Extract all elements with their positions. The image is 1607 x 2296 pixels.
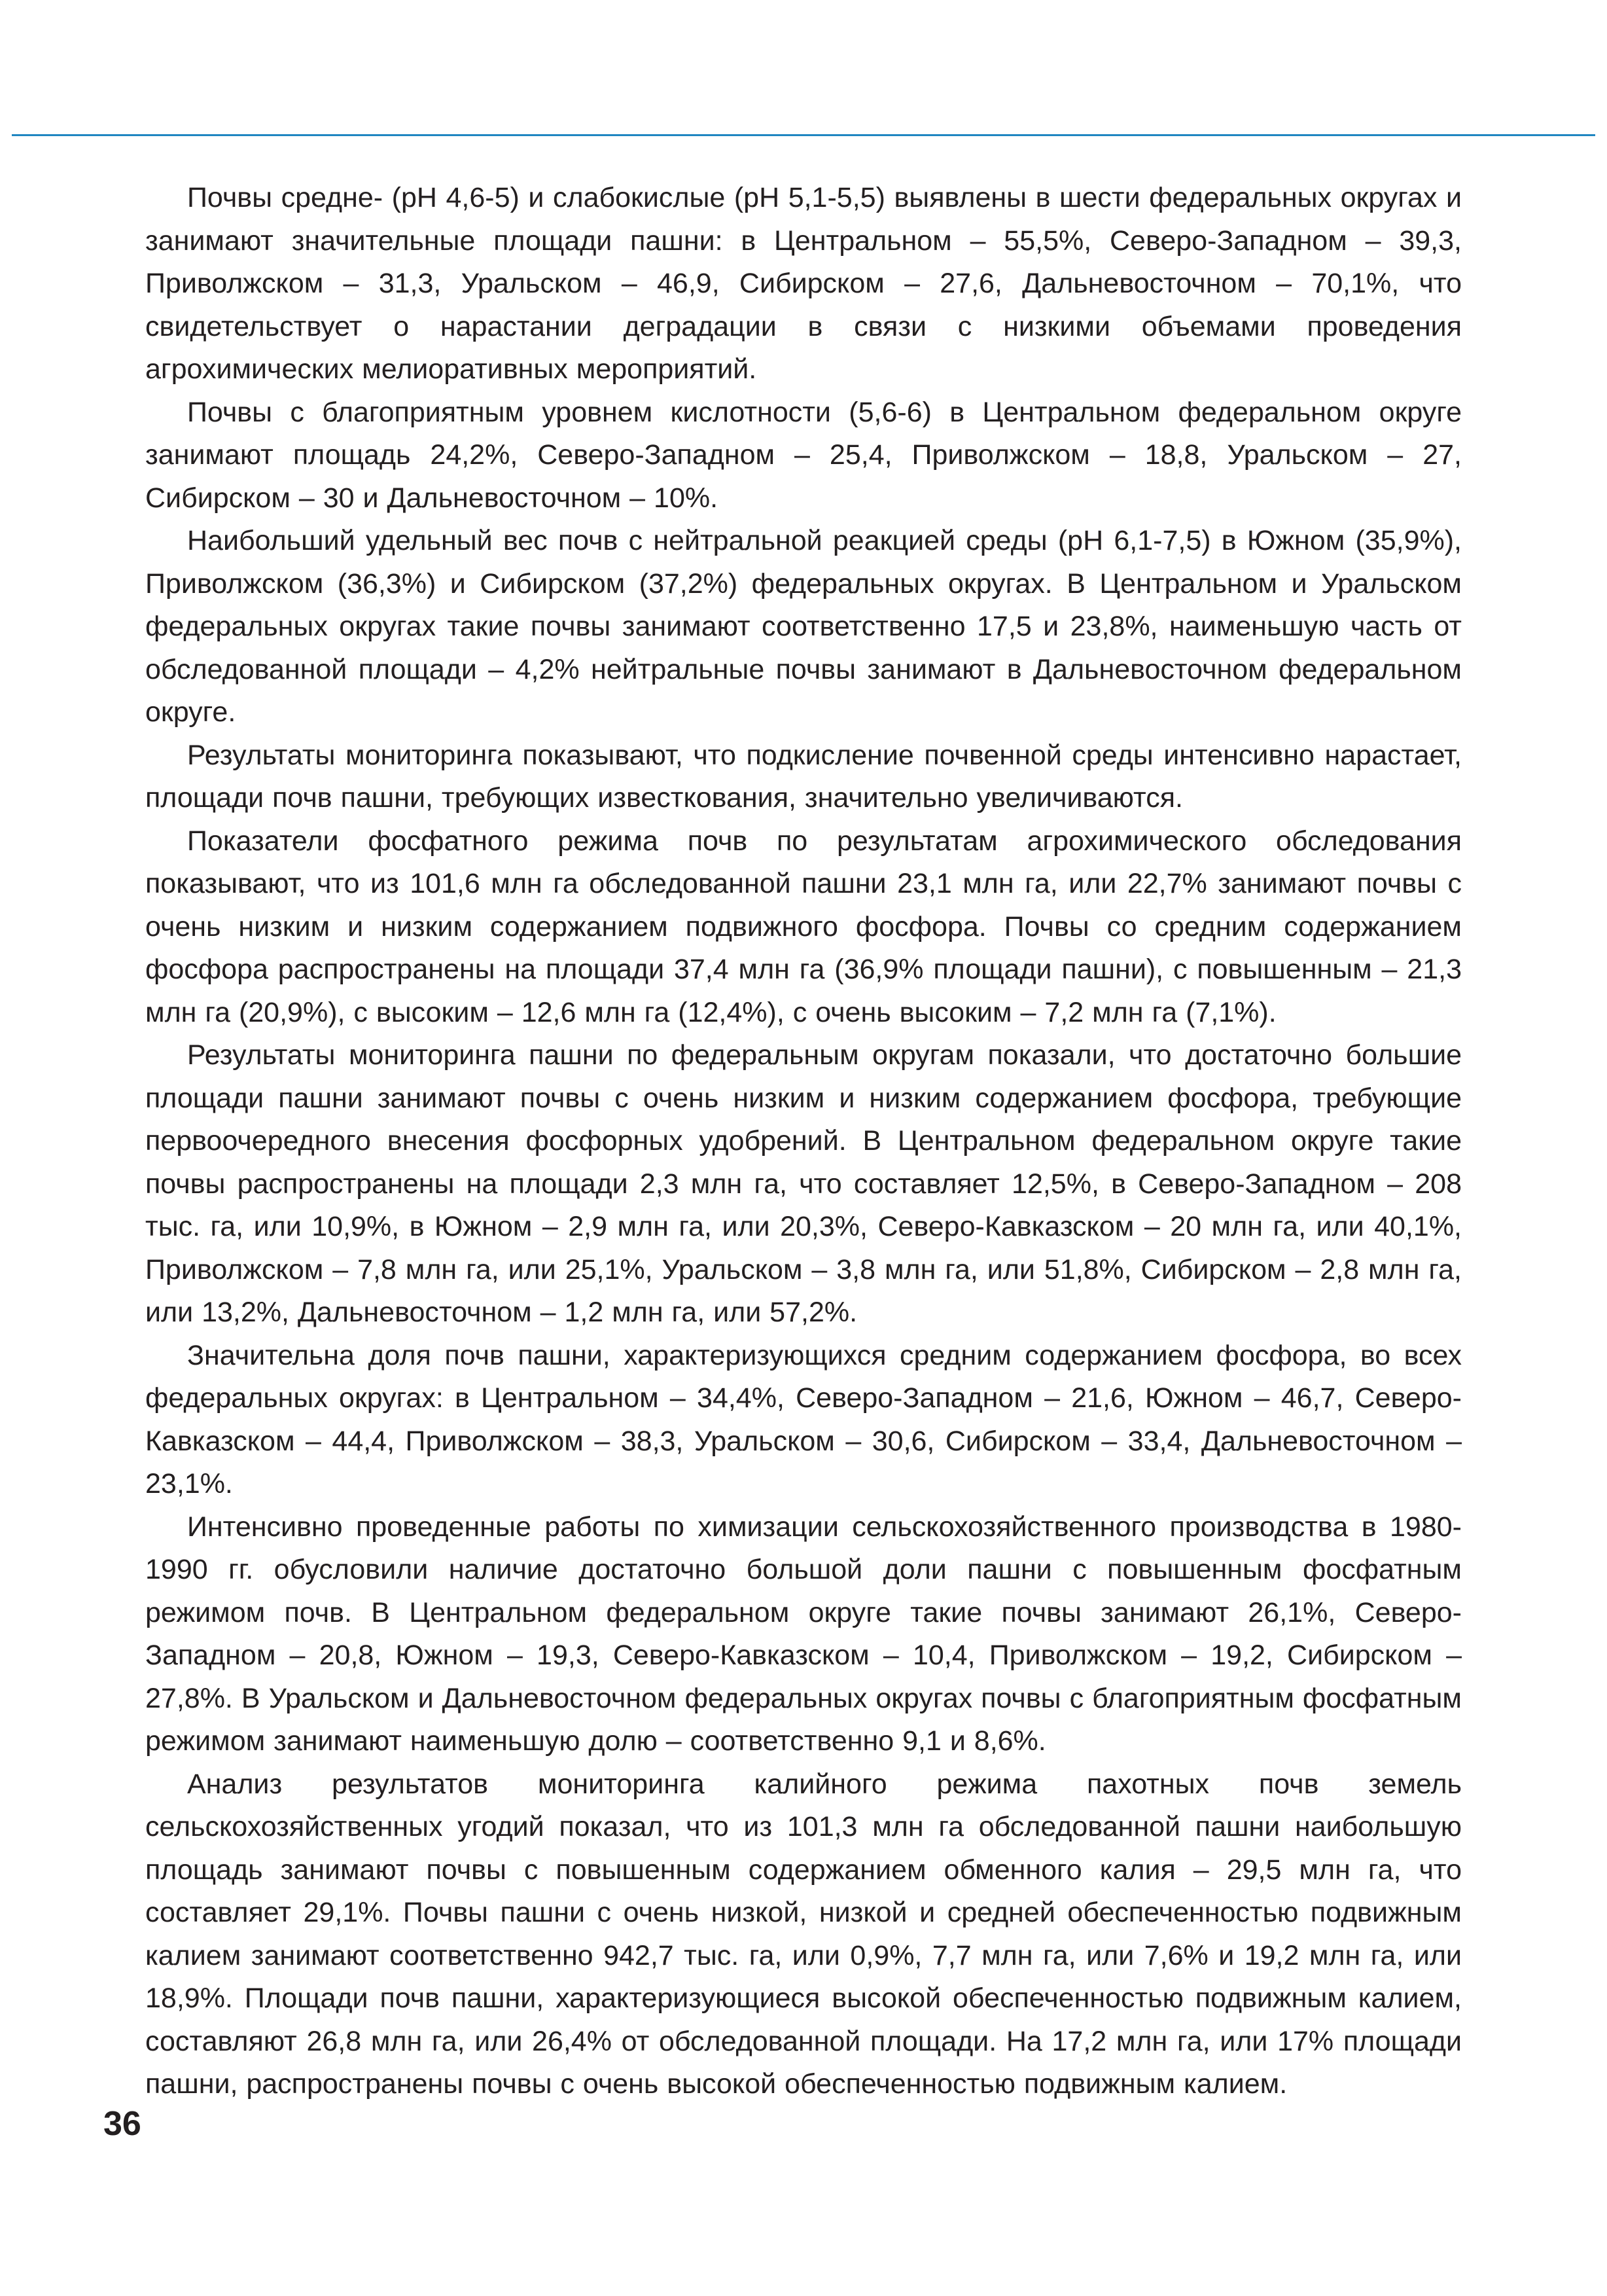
paragraph-8: Интенсивно проведенные работы по химизации сельскохозяйственного производства в 1980-1990 гг. обусловили наличие достаточно большой доли пашни с повышенным фосфатным режимом почв. В Центральном федеральном округе такие почвы занимают 26,1%, Северо-Западном – 20,8, Южном – 19,3, Северо-Кавказском – 10,4, Приволжском – 19,2, Сибирском – 27,8%. В Уральском и Дальневосточном федеральных округах почвы с благоприятным фосфатным режимом занимают наименьшую долю – соответственно 9,1 и 8,6%. xyxy=(145,1511,1462,1757)
paragraph-7: Значительна доля почв пашни, характеризующихся средним содержанием фосфора, во всех федеральных округах: в Центральном – 34,4%, Северо-Западном – 21,6, Южном – 46,7, Северо-Кавказском – 44,4, Приволжском – 38,3, Уральском – 30,6, Сибирском – 33,4, Дальневосточном – 23,1%. xyxy=(145,1339,1462,1499)
paragraph-9: Анализ результатов мониторинга калийного режима пахотных почв земель сельскохозяйственных угодий показал, что из 101,3 млн га обследованной пашни наибольшую площадь занимают почвы с повышенным содержанием обменного калия – 29,5 млн га, что составляет 29,1%. Почвы пашни с очень низкой, низкой и средней обеспеченностью подвижным калием занимают соответственно 942,7 тыс. га, или 0,9%, 7,7 млн га, или 7,6% и 19,2 млн га, или 18,9%. Площади почв пашни, характеризующиеся высокой обеспеченностью подвижным калием, составляют 26,8 млн га, или 26,4% от обследованной площади. На 17,2 млн га, или 17% площади пашни, распространены почвы с очень высокой обеспеченностью подвижным калием. xyxy=(145,1768,1462,2100)
paragraph-2: Почвы с благоприятным уровнем кислотности (5,6-6) в Центральном федеральном округе занимают площадь 24,2%, Северо-Западном – 25,4, Приволжском – 18,8, Уральском – 27, Сибирском – 30 и Дальневосточном – 10%. xyxy=(145,396,1462,514)
body-text xyxy=(145,177,1462,2106)
page-number: 36 xyxy=(103,2105,141,2143)
paragraph-3: Наибольший удельный вес почв с нейтральной реакцией среды (рН 6,1-7,5) в Южном (35,9%), Приволжском (36,3%) и Сибирском (37,2%) федеральных округах. В Центральном и Уральском федеральных округах такие почвы занимают соответственно 17,5 и 23,8%, наименьшую часть от обследованной площади – 4,2% нейтральные почвы занимают в Дальневосточном федеральном округе. xyxy=(145,525,1462,728)
paragraph-6: Результаты мониторинга пашни по федеральным округам показали, что достаточно большие площади пашни занимают почвы с очень низким и низким содержанием фосфора, требующие первоочередного внесения фосфорных удобрений. В Центральном федеральном округе такие почвы распространены на площади 2,3 млн га, что составляет 12,5%, в Северо-Западном – 208 тыс. га, или 10,9%, в Южном – 2,9 млн га, или 20,3%, Северо-Кавказском – 20 млн га, или 40,1%, Приволжском – 7,8 млн га, или 25,1%, Уральском – 3,8 млн га, или 51,8%, Сибирском – 2,8 млн га, или 13,2%, Дальневосточном – 1,2 млн га, или 57,2%. xyxy=(145,1039,1462,1328)
paragraph-1: Почвы средне- (рН 4,6-5) и слабокислые (рН 5,1-5,5) выявлены в шести федеральных округах и занимают значительные площади пашни: в Центральном – 55,5%, Северо-Западном – 39,3, Приволжском – 31,3, Уральском – 46,9, Сибирском – 27,6, Дальневосточном – 70,1%, что свидетельствует о нарастании деградации в связи с низкими объемами проведения агрохимических мелиоративных мероприятий. xyxy=(145,182,1462,385)
header-rule xyxy=(12,134,1595,136)
paragraph-5: Показатели фосфатного режима почв по результатам агрохимического обследования показывают, что из 101,6 млн га обследованной пашни 23,1 млн га, или 22,7% занимают почвы с очень низким и низким содержанием подвижного фосфора. Почвы со средним содержанием фосфора распространены на площади 37,4 млн га (36,9% площади пашни), с повышенным – 21,3 млн га (20,9%), с высоким – 12,6 млн га (12,4%), с очень высоким – 7,2 млн га (7,1%). xyxy=(145,825,1462,1028)
paragraph-4: Результаты мониторинга показывают, что подкисление почвенной среды интенсивно нарастает, площади почв пашни, требующих известкования, значительно увеличиваются. xyxy=(145,739,1462,814)
